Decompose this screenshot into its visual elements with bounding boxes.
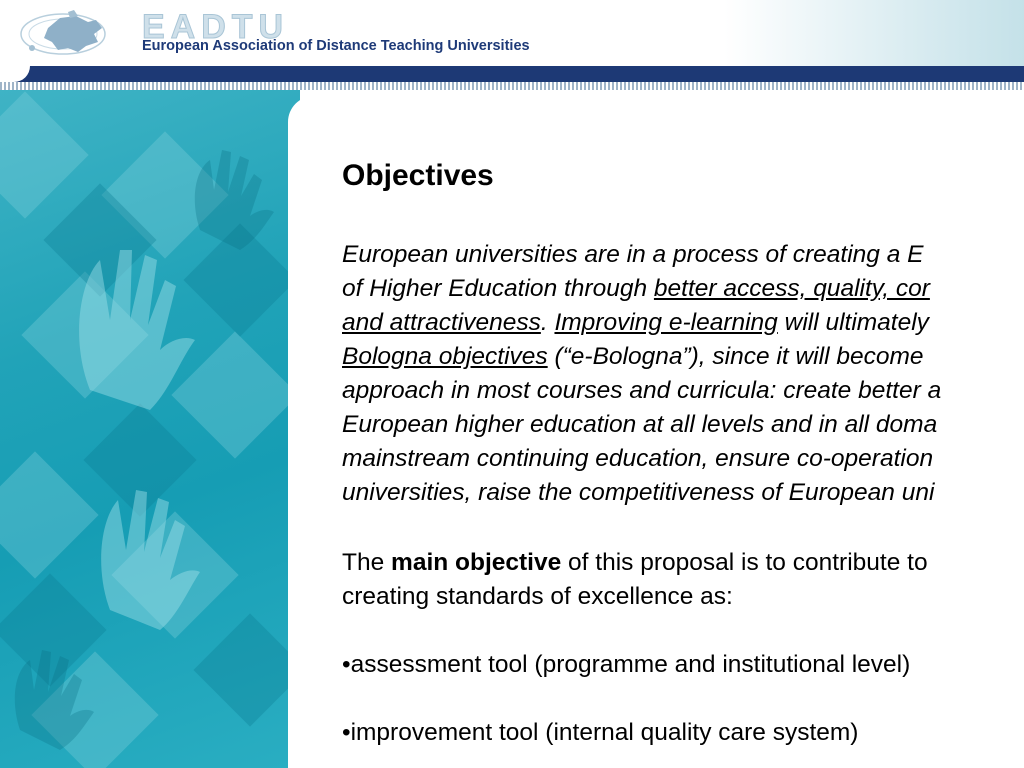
bullet-item: •assessment tool (programme and institutional level) (342, 651, 911, 678)
improving-elearning-phrase: Improving e-learning (554, 309, 778, 336)
paragraph2-post: of this proposal is to contribute to (561, 549, 928, 576)
paragraph1-line1: European universities are in a process of creating a E (342, 241, 924, 268)
header-decoration (724, 0, 1024, 68)
paragraph1-line6: European higher education at all levels and in all doma (342, 411, 938, 438)
decorative-hands-panel (0, 90, 300, 768)
paragraph1-line8: universities, raise the competitiveness of European uni (342, 479, 935, 506)
paragraph1-line4 (342, 340, 923, 374)
bullet-item: •improvement tool (internal quality care system) (342, 719, 859, 746)
header-dotted-strip (0, 82, 1024, 90)
paragraph2-line2: creating standards of excellence as: (342, 583, 733, 610)
hands-pattern-image (0, 90, 300, 768)
europe-map-logo-icon (18, 8, 118, 58)
eadtu-logo-wordmark: EADTU (142, 8, 290, 46)
paragraph1-line3 (342, 306, 929, 340)
bologna-objectives-phrase: Bologna objectives (342, 343, 548, 370)
paragraph1-line2 (342, 272, 930, 306)
header-navy-band (0, 66, 1024, 82)
paragraph1-line4-text: (“e-Bologna”), since it will become (547, 343, 924, 370)
slide-content (288, 96, 1024, 768)
paragraph1-line7: mainstream continuing education, ensure co-operation (342, 445, 934, 472)
attractiveness-phrase: and attractiveness (342, 309, 541, 336)
slide-title: Objectives (342, 159, 494, 192)
paragraph1-line3-text: will ultimately (777, 309, 929, 336)
slide-header (0, 0, 1024, 68)
paragraph1-line2-text: of Higher Education through (342, 275, 654, 302)
eadtu-tagline: European Association of Distance Teaching Universities (142, 38, 530, 54)
main-objective-phrase: main objective (391, 549, 562, 576)
better-access-phrase: better access, quality, cor (653, 275, 930, 302)
paragraph1-line3-sep: . (540, 309, 555, 336)
paragraph2-line1 (342, 546, 928, 580)
paragraph2-pre: The (342, 549, 392, 576)
paragraph1-line5: approach in most courses and curricula: create better a (342, 377, 942, 404)
